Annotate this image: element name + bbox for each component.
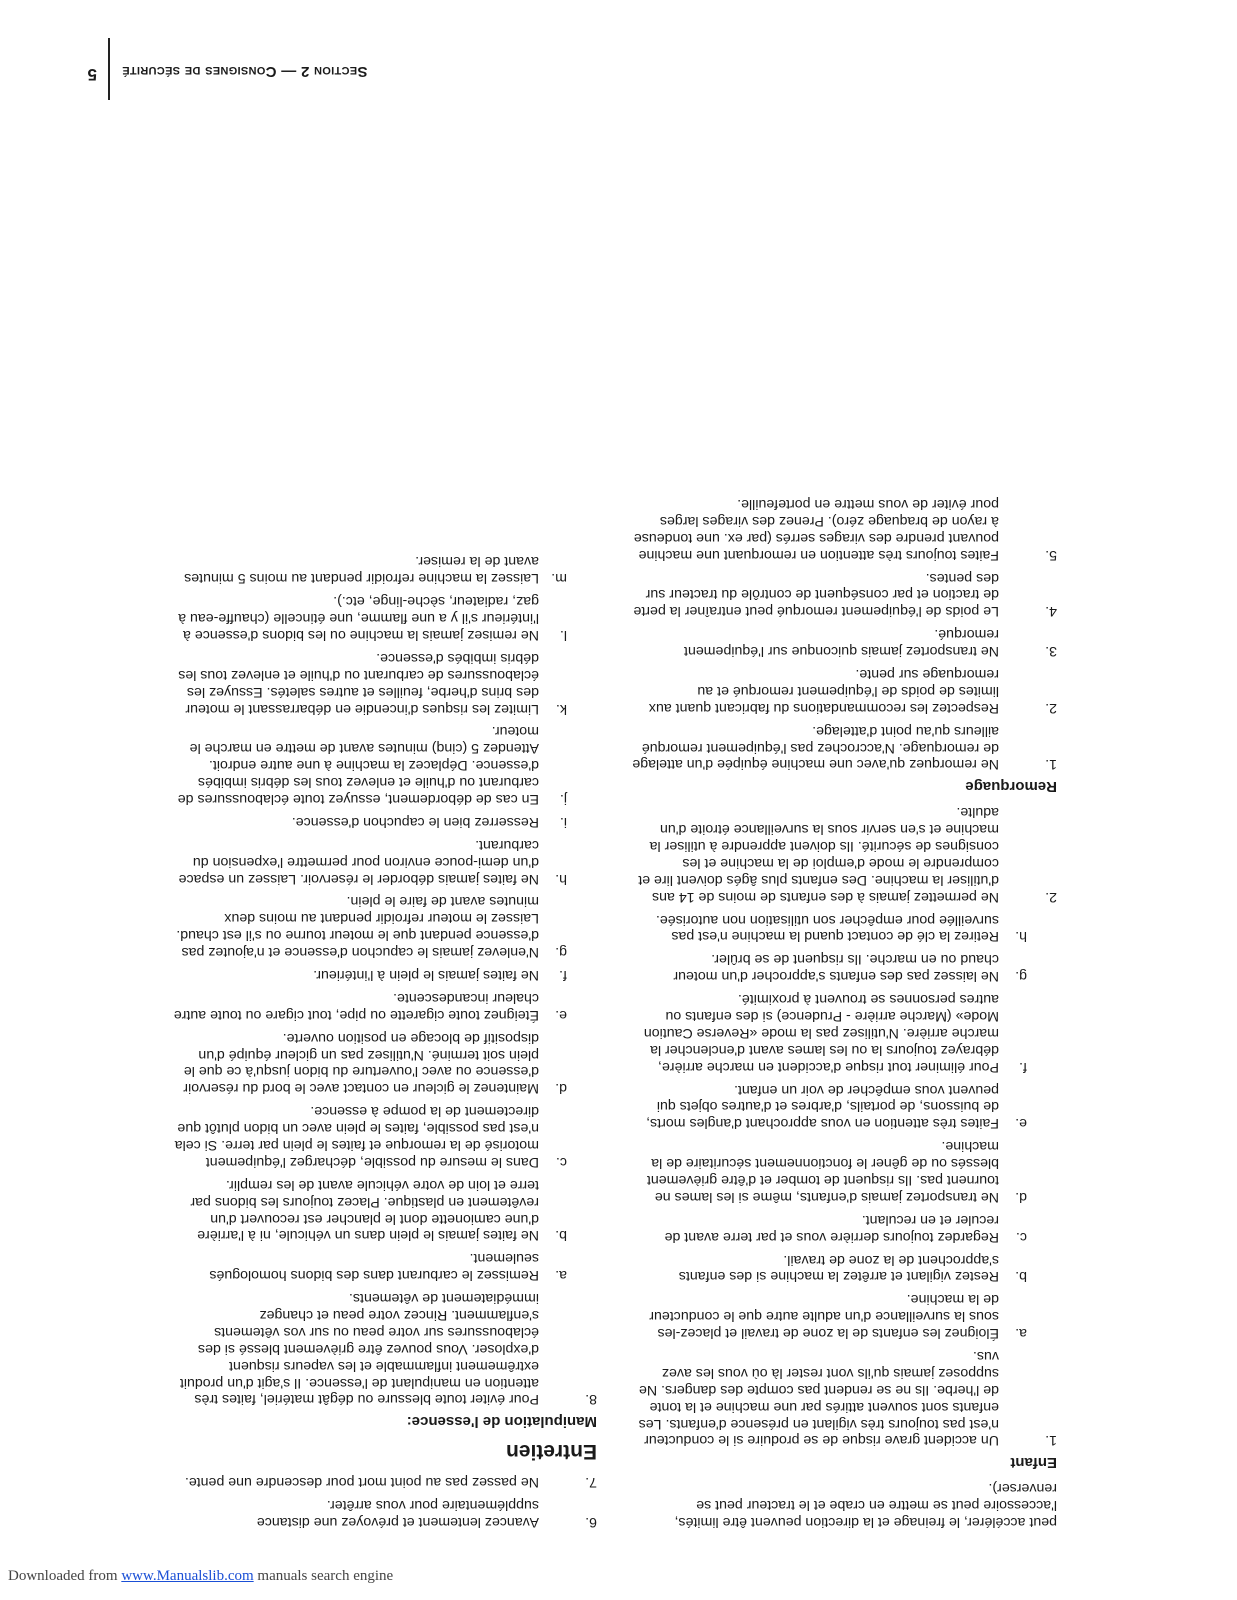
sub-item-text: Dans le mesure du possible, déchargez l'équipement motorisé de la remorque et faites le plein par terre. Si cela n'est pas possible, faites le plein avec un bidon plutôt que directement de la pompe à essence. (174, 1103, 539, 1170)
sub-item-text: Regardez toujours derrière vous et par terre avant de reculer et en reculant. (664, 1211, 999, 1245)
heading-manipulation: Manipulation de l'essence: (406, 1413, 597, 1431)
sub-item (632, 990, 1027, 1074)
page-number: 5 (87, 65, 97, 84)
list-item (172, 1496, 597, 1530)
sub-item (172, 649, 567, 717)
item-number: 5. (1045, 546, 1057, 563)
sub-item-letter: g. (555, 944, 567, 961)
item-text: Ne permettez jamais à des enfants de moins de 14 ans d'utiliser la machine. Des enfants plus âgés doivent lire et comprendre le mode d'emploi de la machine et les consignes de sécurité. Ils doivent apprendre à utiliser la machine et s'en servir sous la surveillance étroite d'un adulte. (638, 804, 999, 905)
sub-item (172, 592, 567, 643)
sub-item (632, 950, 1027, 984)
continuation-text: peut accélérer, le freinage et la direction peuvent être limités, l'accessoire peut se mettre en crabe et le tracteur peut se renverser). (674, 1480, 1057, 1530)
enfant-list (632, 803, 1057, 1448)
sub-item-text: Ne faites jamais déborder le réservoir. Laissez un espace d'un demi-pouce environ pour permettre l'expension du carburant. (178, 836, 539, 887)
sub-item-letter: h. (1015, 928, 1027, 945)
driving-list (172, 1473, 597, 1530)
sub-item-letter: l. (559, 626, 567, 643)
sub-item-letter: e. (555, 1006, 567, 1023)
sub-item (172, 893, 567, 961)
item-number: 8. (585, 1391, 597, 1408)
sub-item-text: Éteignez toute cigarette ou pipe, tout cigare ou toute autre chaleur incandescente. (173, 989, 539, 1023)
item-text: Ne transportez jamais quiconque sur l'équipement remorqué. (683, 626, 999, 660)
sub-item (172, 723, 567, 807)
sub-item-letter: g. (1015, 968, 1027, 985)
item-text: Respectez les recommandations du fabricant quant aux limites de poids de l'équipement remorqué et au remorquage sur pente. (648, 666, 999, 716)
footer-suffix: manuals search engine (257, 1568, 394, 1584)
list-item (632, 722, 1057, 773)
item-number: 1. (1045, 1432, 1057, 1449)
heading-entretien: Entretien (505, 1440, 597, 1464)
sub-item-letter: f. (1019, 1058, 1027, 1075)
sub-item-letter: e. (1015, 1115, 1027, 1132)
header-rule (108, 38, 110, 100)
sub-item (632, 1137, 1027, 1205)
sub-item-letter: k. (555, 700, 567, 717)
left-column (632, 489, 1057, 1530)
item-text: Pour éviter toute blessure ou dégât matériel, faites très attention en manipulant de l'essence. Il s'agit d'un produit extrêmement inflammable et les vapeurs risquent d'exploser. Vous pouvez être grièvement blessé si des éclaboussures sur votre peau ou sur vos vêtements s'enflamment. Rincez votre peau et changez immédiatement de vêtements. (179, 1290, 539, 1408)
sub-item-text: N'enlevez jamais le capuchon d'essence et n'ajoutez pas d'essence pendant que le moteur tourne ou s'il est chaud. Laissez le moteur refroidir pendant au moins deux minutes avant de faire le plein. (176, 893, 539, 961)
remorquage-list (632, 495, 1057, 772)
sub-item (172, 1029, 567, 1097)
sub-item-text: Ne faites jamais le plein dans un véhicule, ni à l'arrière d'une camionette dont le plancher est recouvert d'un revêtement en plastique. Placez toujours les bidons par terre et loin de votre véhicule avant de les remplir. (190, 1176, 539, 1244)
sub-item-letter: a. (1015, 1325, 1027, 1342)
sub-item-letter: d. (555, 1080, 567, 1097)
list-item (632, 569, 1057, 620)
right-column (172, 547, 597, 1530)
item-number: 4. (1045, 603, 1057, 620)
footer-prefix: Downloaded from (8, 1568, 118, 1584)
manualslib-link[interactable]: www.Manualslib.com (121, 1568, 254, 1584)
list-item (632, 803, 1057, 904)
list-item (632, 625, 1057, 659)
sub-item-letter: m. (551, 570, 567, 587)
heading-remorquage: Remorquage (965, 778, 1057, 796)
sub-item (632, 1290, 1027, 1341)
sub-item-letter: i. (559, 813, 567, 830)
sub-item-text: Ne laissez pas des enfants s'approcher d'un moteur chaud ou en marche. Ils risquent de se brûler. (673, 951, 999, 985)
sub-item (172, 553, 567, 587)
item-text: Un accident grave risque de se produire si le conducteur n'est pas toujours très vigilant en présence d'enfants. Les enfants sont souvent attirés par une machine et la tonte de l'herbe. Ils ne se rendent pas compte des dangers. Ne supposez jamais qu'ils vont rester là où vous les avez vus. (638, 1348, 999, 1449)
sub-item-text: Laissez la machine refroidir pendant au moins 5 minutes avant de la remiser. (184, 553, 539, 587)
item-number: 3. (1045, 643, 1057, 660)
item-number: 2. (1045, 888, 1057, 905)
item-text: Avancez lentement et prévoyez une distance supplémentaire pour vous arrêter. (256, 1497, 539, 1530)
sub-item-text: Retirez la clé de contact quand la machine n'est pas surveillée pour empêcher son utilisation non autorisée. (655, 911, 999, 945)
sub-item-text: Maintenez le gicleur en contact avec le bord du réservoir d'essence ou avec l'ouverture du bidon jusqu'à ce que le plein soit terminé. N'utilisez pas un gicleur équipé d'un dispositif de blocage en position ouverte. (183, 1029, 539, 1097)
sub-item (172, 813, 567, 830)
sub-item-text: Resserrez bien le capuchon d'essence. (291, 813, 539, 830)
sub-item (172, 1176, 567, 1244)
list-item (172, 1473, 597, 1490)
sub-item-letter: c. (1015, 1228, 1027, 1245)
item-text: Ne remorquez qu'avec une machine équipée d'un attelage de remorquage. N'accrochez pas l'équipement remorqué ailleurs qu'au point d'attelage. (632, 722, 999, 773)
sub-item-text: Ne remisez jamais la machine ou les bidons d'essence à l'intérieur s'il y a une flamme, une étincelle (chauffe-eau à gaz, radiateur, sèche-linge, etc.). (178, 593, 539, 643)
sub-item-text: Limitez les risques d'incendie en débarrassant le moteur des brins d'herbe, feuilles et autres saletés. Essuyez les éclaboussures de carburant ou d'huile et enlevez tous les débris imbibés d'essence. (178, 649, 539, 717)
item-number: 6. (585, 1514, 597, 1530)
section-title: Section 2 — Consignes de sécurité (122, 63, 368, 80)
sub-item (172, 989, 567, 1023)
download-footer (8, 1568, 393, 1585)
sub-item-text: Ne transportez jamais d'enfants, même si les lames ne tournent pas. Ils risquent de tomber et d'être grièvement blessés ou de gêner le fonctionnement sécuritaire de la machine. (646, 1138, 999, 1205)
sub-item-letter: b. (1015, 1268, 1027, 1285)
sub-item (172, 1102, 567, 1170)
list-item (632, 1347, 1057, 1448)
sub-item-text: Ne faites jamais le plein à l'intérieur. (313, 967, 539, 984)
sub-item-text: Éloignez les enfants de la zone de travail et placez-les sous la surveillance d'un adulte autre que le conducteur de la machine. (649, 1291, 999, 1342)
sub-item (632, 1211, 1027, 1245)
sub-item-text: Faites très attention en vous approchant d'angles morts, de buissons, de portails, d'arbres et d'autres objets qui peuvent vous empêcher de voir un enfant. (646, 1081, 999, 1132)
sub-item (632, 1251, 1027, 1285)
list-item (632, 495, 1057, 563)
sub-item (172, 1249, 567, 1283)
sub-item-letter: j. (559, 791, 567, 807)
manipulation-list (172, 553, 597, 1408)
sub-item-text: Restez vigilant et arrêtez la machine si des enfants s'approchent de la zone de travail. (678, 1251, 999, 1285)
item-text: Ne passez pas au point mort pour descendre une pente. (184, 1474, 539, 1491)
item-text: Faites toujours très attention en remorquant une machine pouvant prendre des virages serrés (par ex. une tondeuse à rayon de braquage zéro). Prenez des virages larges pour éviter de vous mettre en portefeuille. (633, 496, 999, 563)
list-item (632, 665, 1057, 716)
heading-enfant: Enfant (1010, 1454, 1057, 1472)
sub-item-text: En cas de débordement, essuyez toute éclaboussures de carburant ou d'huile et enlevez tous les débris imbibés d'essence. Déplacez la machine à une autre endroit. Attendez 5 (cinq) minutes avant de mettre en marche le moteur. (177, 723, 539, 807)
sub-item-letter: h. (555, 870, 567, 887)
item-text: Le poids de l'équipement remorqué peut entraîner la perte de traction et par conséquent de contrôle du tracteur sur des pentes. (633, 569, 999, 620)
item-number: 2. (1045, 699, 1057, 716)
sub-item (632, 911, 1027, 945)
item-number: 1. (1045, 756, 1057, 773)
sub-item-text: Pour éliminer tout risque d'accident en marche arrière, débrayez toujours la ou les lames avant d'enclencher la marche arrière. N'utilisez pas la mode «Reverse Caution Mode» (Marche arrière - Prudence) si des enfants ou autres personnes se trouvent à proximité. (643, 991, 999, 1075)
sub-item-letter: f. (559, 967, 567, 984)
sub-item-letter: a. (555, 1267, 567, 1284)
sub-item (172, 966, 567, 983)
sub-item (172, 836, 567, 887)
sub-item (632, 1081, 1027, 1132)
sub-item-letter: b. (555, 1227, 567, 1244)
sub-item-letter: c. (555, 1153, 567, 1170)
list-item (172, 1289, 597, 1407)
sub-item-text: Remissez le carburant dans des bidons homologués seulement. (209, 1250, 539, 1284)
item-number: 7. (585, 1474, 597, 1491)
sub-item-letter: d. (1015, 1188, 1027, 1205)
